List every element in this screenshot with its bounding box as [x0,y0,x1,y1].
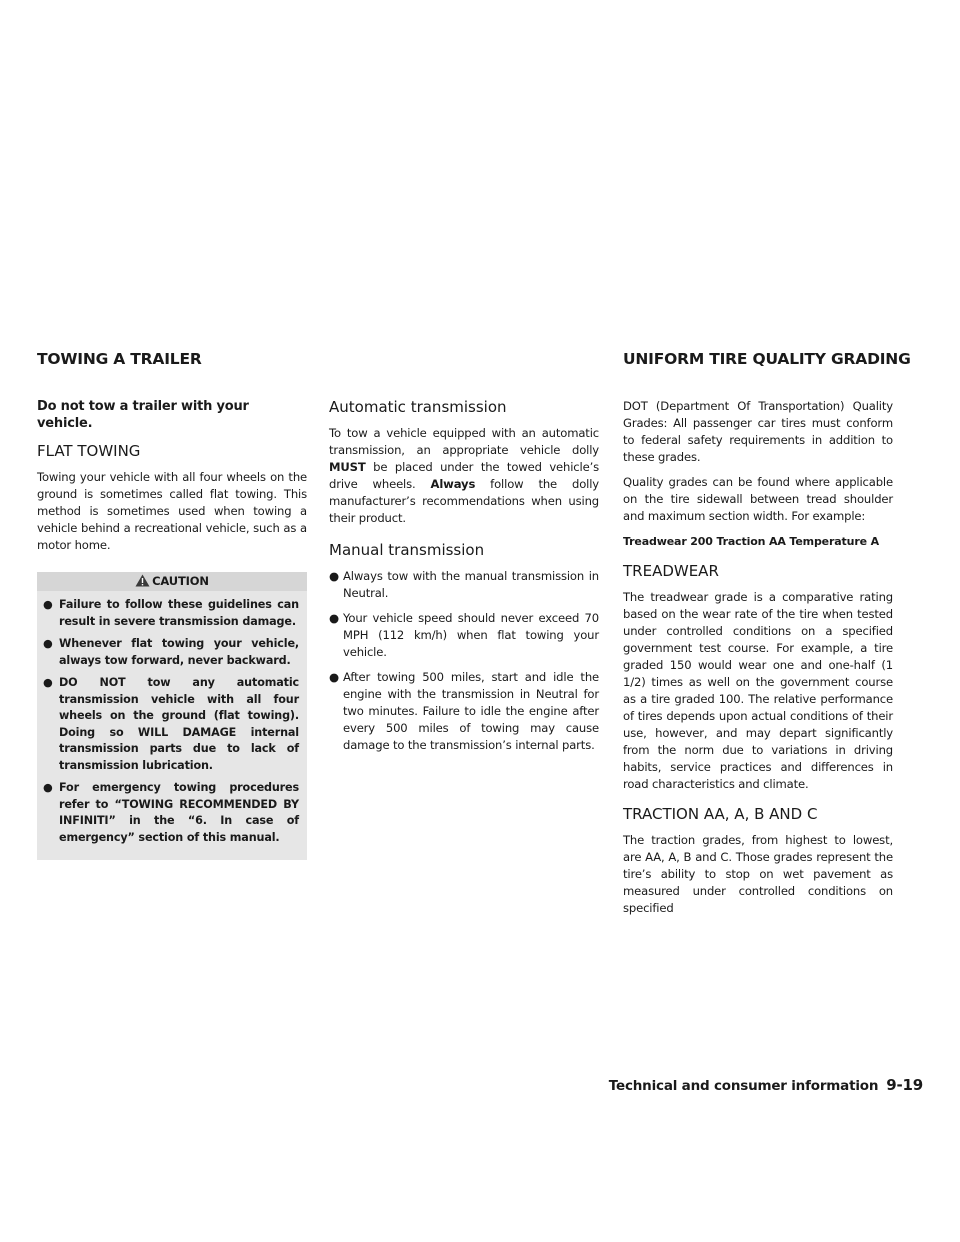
example-grades-line: Treadwear 200 Traction AA Temperature A [623,535,879,548]
caution-item-text: For emergency towing procedures refer to “TOWING RECOMMENDED BY INFINITI” in the “6. In case of emergency” section of this manual. [59,781,299,844]
traction-heading: TRACTION AA, A, B AND C [623,805,818,823]
bullet-icon: ● [43,637,53,650]
warning-triangle-icon [135,574,150,593]
list-item [329,669,599,754]
page-footer [609,1076,923,1094]
manual-transmission-heading: Manual transmission [329,541,485,559]
list-item-text: After towing 500 miles, start and idle the engine with the transmission in Neutral for two minutes. Failure to idle the engine after every 500 miles of towing may cause damage to the transmission’s internal parts. [343,670,599,752]
flat-towing-paragraph: Towing your vehicle with all four wheels on the ground is sometimes called flat towing. This method is sometimes used when towing a vehicle behind a recreational vehicle, such as a motor home. [37,470,307,552]
list-item-text: Your vehicle speed should never exceed 70 MPH (112 km/h) when flat towing your vehicle. [343,611,599,659]
caution-item-text: DO NOT tow any automatic transmission vehicle with all four wheels on the ground (flat towing). Doing so WILL DAMAGE internal transmission parts due to lack of transmission lubrication. [59,676,299,772]
column-right [623,398,893,925]
footer-section-title: Technical and consumer information [608,1078,879,1094]
column-left [37,398,307,860]
traction-paragraph: The traction grades, from highest to lowest, are AA, A, B and C. Those grades represent the tire’s ability to stop on wet pavement as measured under controlled conditions on specified [623,833,893,915]
manual-transmission-list [329,568,599,754]
caution-item [37,675,307,774]
bullet-icon: ● [329,569,339,583]
auto-always-emphasis: Always [430,477,476,491]
caution-item-text: Failure to follow these guidelines can result in severe transmission damage. [59,598,299,628]
auto-must-emphasis: MUST [329,460,366,474]
caution-header [37,572,307,591]
bullet-icon: ● [43,676,53,689]
caution-label: CAUTION [152,574,209,588]
bullet-icon: ● [43,781,53,794]
column-middle [329,398,599,762]
list-item-text: Always tow with the manual transmission in Neutral. [343,569,599,600]
section-title-towing-a-trailer: TOWING A TRAILER [37,350,202,368]
no-trailer-warning: Do not tow a trailer with your vehicle. [37,399,249,431]
automatic-transmission-heading: Automatic transmission [329,398,507,416]
caution-item-text: Whenever flat towing your vehicle, always tow forward, never backward. [59,637,299,667]
caution-item [37,636,307,669]
auto-text-part: To tow a vehicle equipped with an automatic transmission, an appropriate vehicle dolly [329,426,599,457]
section-title-uniform-tire-quality-grading: UNIFORM TIRE QUALITY GRADING [623,350,911,368]
list-item [329,568,599,602]
treadwear-paragraph: The treadwear grade is a comparative rating based on the wear rate of the tire when tested under controlled conditions on a specified government test course. For example, a tire graded 150 would wear one and one-half (1 1/2) times as well on the government course as a tire graded 100. The relative performance of tires depends upon actual conditions of their use, however, and may depart significantly from the norm due to variations in driving habits, service practices and differences in road characteristics and climate. [623,590,893,791]
caution-item [37,780,307,846]
treadwear-heading: TREADWEAR [623,562,719,580]
quality-grades-paragraph: Quality grades can be found where applicable on the tire sidewall between tread shoulder and maximum section width. For example: [623,475,893,523]
caution-box [37,572,307,860]
bullet-icon: ● [329,670,339,684]
auto-text-part: be placed under the towed vehicle’s drive wheels. [329,460,599,491]
caution-item [37,597,307,630]
list-item [329,610,599,661]
bullet-icon: ● [329,611,339,625]
caution-list [37,597,307,846]
dot-paragraph: DOT (Department Of Transportation) Quality Grades: All passenger car tires must conform to federal safety requirements in addition to these grades. [623,399,893,464]
flat-towing-heading: FLAT TOWING [37,442,141,460]
page-number: 9-19 [886,1076,923,1094]
automatic-transmission-paragraph [329,425,599,527]
auto-text-part: follow the dolly manufacturer’s recommendations when using their product. [329,477,599,525]
bullet-icon: ● [43,598,53,611]
